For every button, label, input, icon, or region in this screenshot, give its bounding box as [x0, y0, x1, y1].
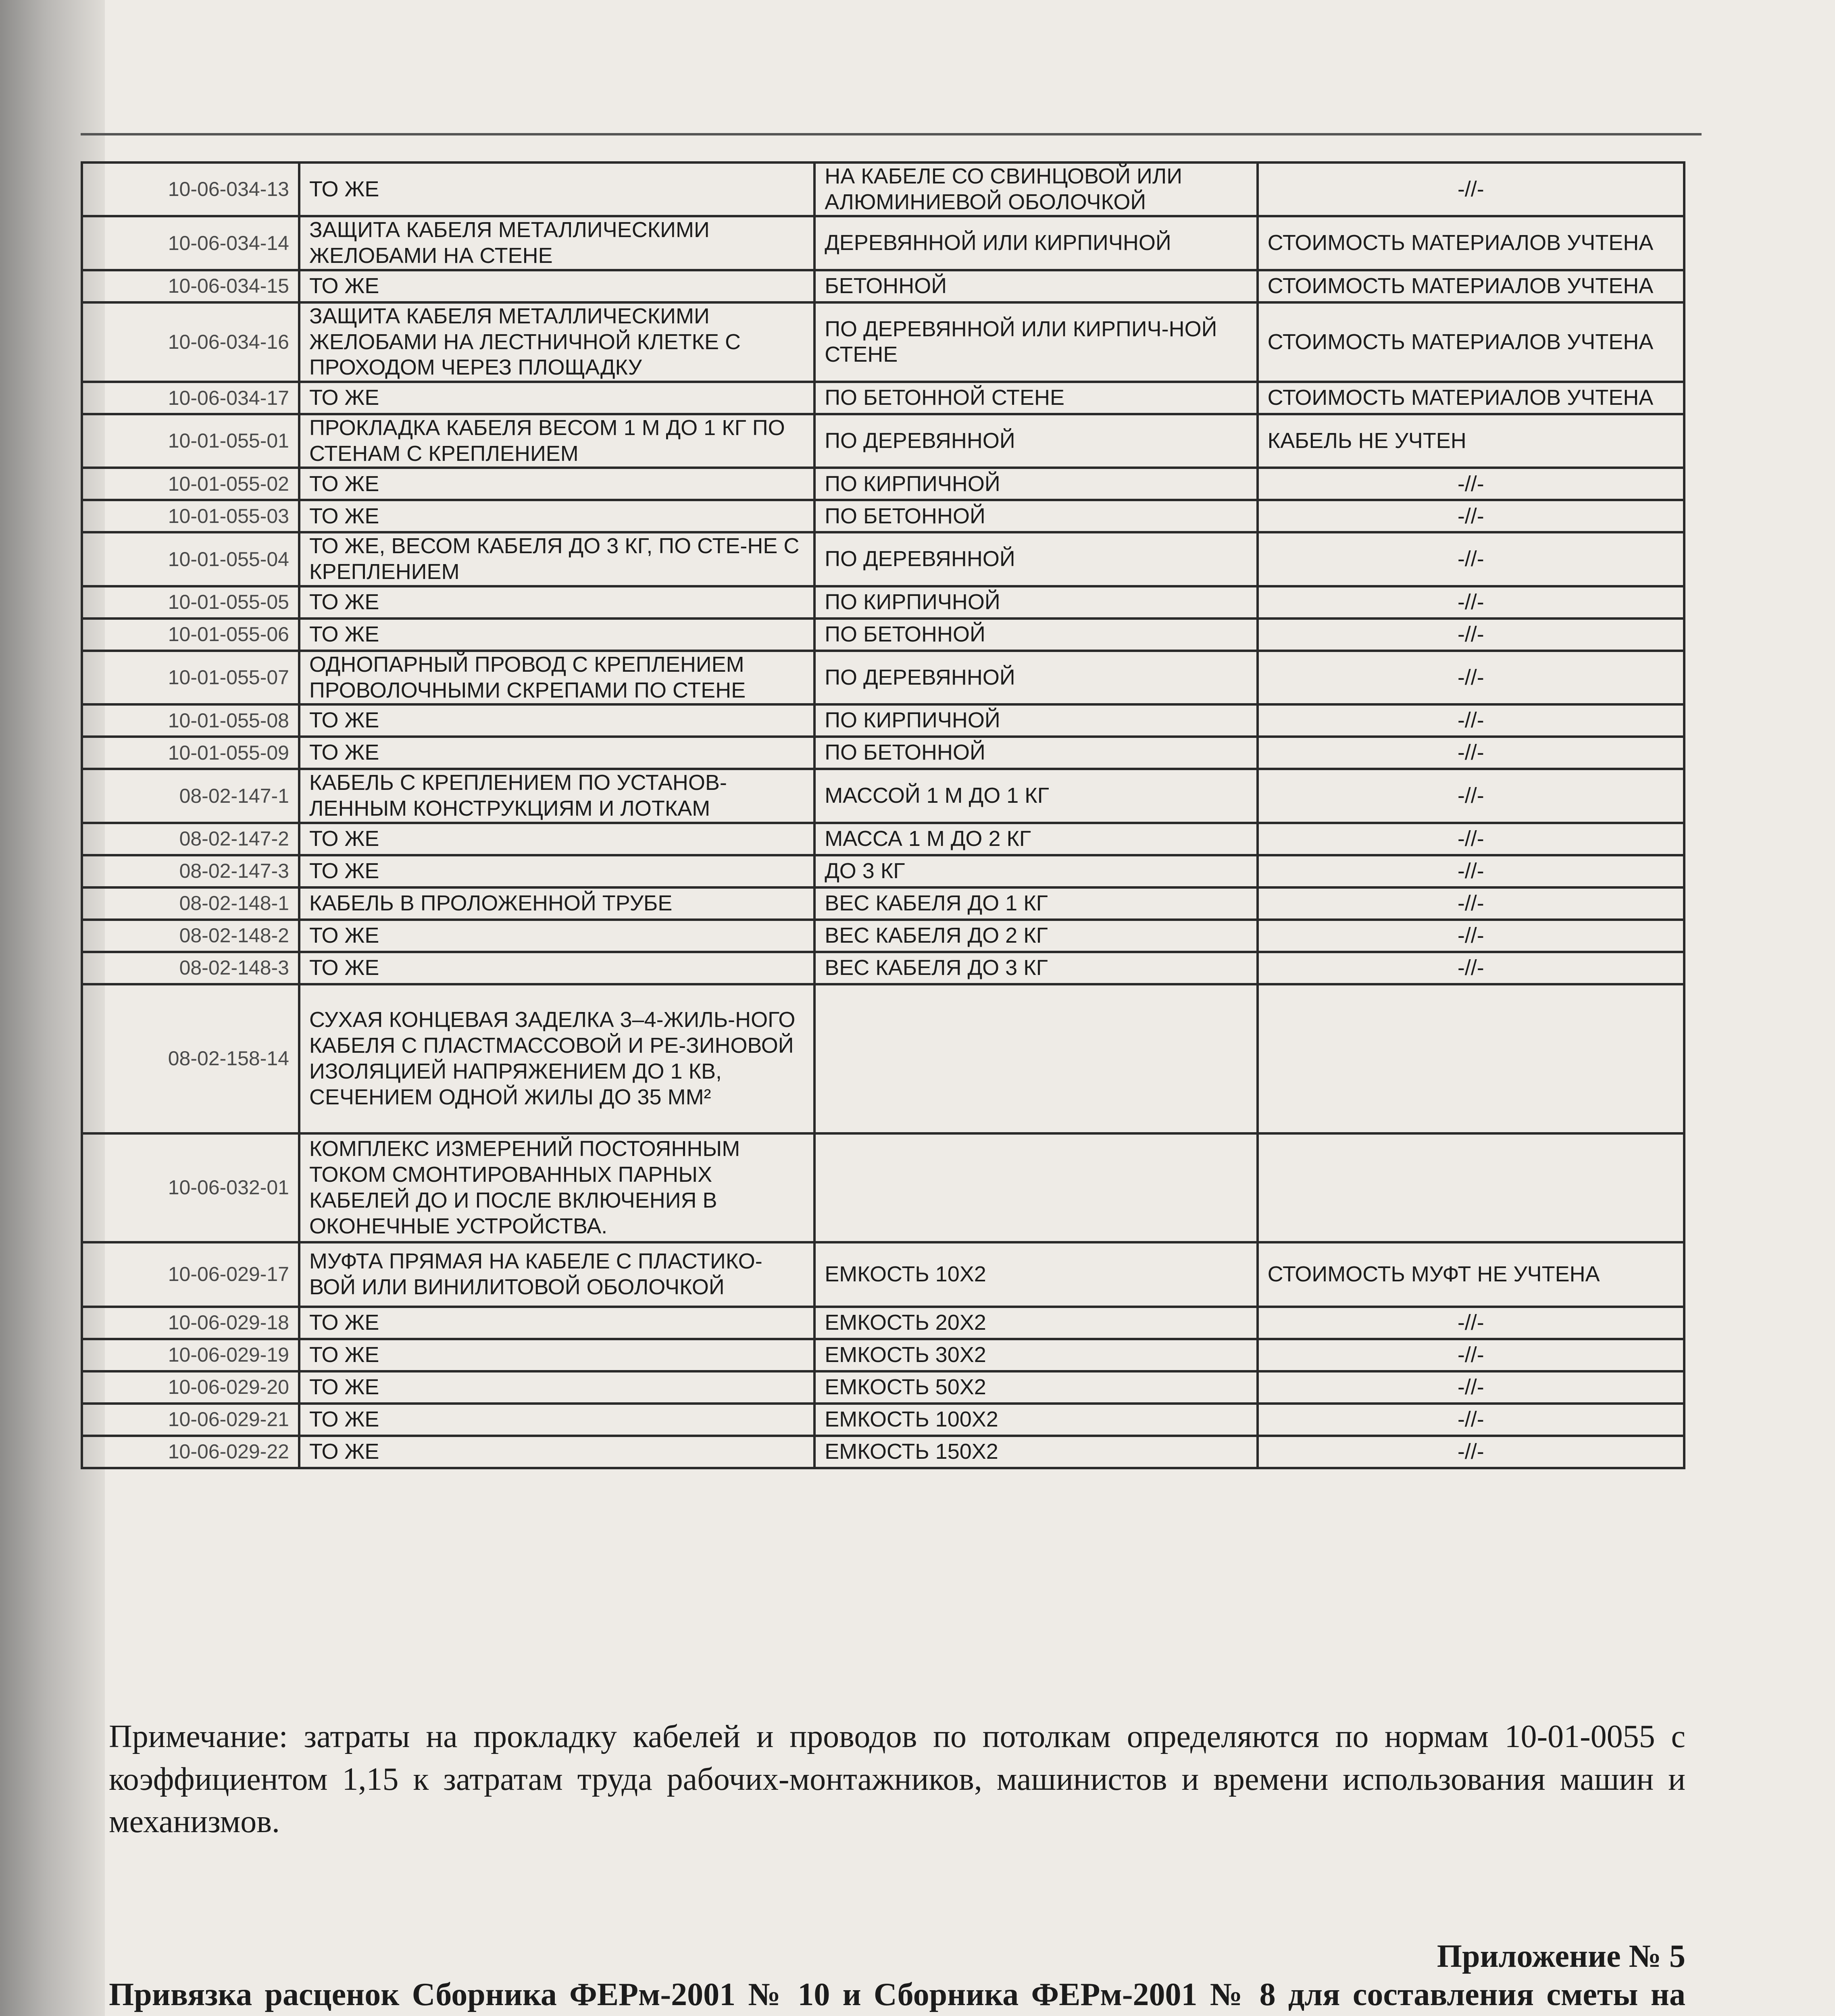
rate-name: ТО ЖЕ	[299, 468, 814, 500]
rate-note: -//-	[1258, 823, 1684, 855]
table-row	[82, 1404, 1684, 1436]
appendix-label: Приложение № 5	[1437, 1939, 1685, 1974]
rate-note: СТОИМОСТЬ МУФТ НЕ УЧТЕНА	[1258, 1242, 1684, 1307]
table-row	[82, 586, 1684, 619]
table-row	[82, 1133, 1684, 1242]
table-row	[82, 984, 1684, 1133]
rate-note: -//-	[1258, 855, 1684, 887]
equipment-name: ЕМКОСТЬ 30Х2	[814, 1339, 1257, 1371]
rate-code: 10-01-055-05	[82, 586, 299, 619]
rate-name: ТО ЖЕ	[299, 1339, 814, 1371]
rate-code: 08-02-147-3	[82, 855, 299, 887]
rate-code: 08-02-158-14	[82, 984, 299, 1133]
equipment-name: ПО КИРПИЧНОЙ	[814, 704, 1257, 737]
table-row	[82, 737, 1684, 769]
table-row	[82, 619, 1684, 651]
equipment-name: МАССА 1 М ДО 2 КГ	[814, 823, 1257, 855]
rate-note: -//-	[1258, 1436, 1684, 1468]
equipment-name: ЕМКОСТЬ 100Х2	[814, 1404, 1257, 1436]
rates-table-body	[82, 162, 1684, 1468]
rate-note: -//-	[1258, 1339, 1684, 1371]
rate-code: 08-02-147-2	[82, 823, 299, 855]
rate-name: ТО ЖЕ	[299, 823, 814, 855]
rate-name: ТО ЖЕ	[299, 704, 814, 737]
rate-code: 10-06-029-20	[82, 1371, 299, 1404]
rate-code: 10-06-029-21	[82, 1404, 299, 1436]
equipment-name: МАССОЙ 1 М ДО 1 КГ	[814, 769, 1257, 823]
rate-note: -//-	[1258, 586, 1684, 619]
table-row	[82, 162, 1684, 216]
rate-note: -//-	[1258, 468, 1684, 500]
rate-name: ТО ЖЕ	[299, 586, 814, 619]
rate-code: 10-06-034-17	[82, 382, 299, 414]
rate-code: 10-01-055-01	[82, 414, 299, 468]
equipment-name: ПО БЕТОННОЙ	[814, 619, 1257, 651]
equipment-name: БЕТОННОЙ	[814, 270, 1257, 302]
rate-name: ТО ЖЕ	[299, 382, 814, 414]
rate-code: 10-06-034-13	[82, 162, 299, 216]
rate-code: 08-02-147-1	[82, 769, 299, 823]
rates-table	[81, 161, 1685, 1469]
table-row	[82, 414, 1684, 468]
equipment-name: ЕМКОСТЬ 50Х2	[814, 1371, 1257, 1404]
rate-code: 10-06-034-15	[82, 270, 299, 302]
table-row	[82, 1371, 1684, 1404]
equipment-name: ВЕС КАБЕЛЯ ДО 1 КГ	[814, 887, 1257, 920]
rate-note: -//-	[1258, 920, 1684, 952]
rate-name: ТО ЖЕ	[299, 270, 814, 302]
table-row	[82, 216, 1684, 270]
note-paragraph: Примечание: затраты на прокладку кабелей и проводов по потолкам определяются по нормам 10-01-0055 с коэффициентом 1,15 к затратам труда рабочих-монтажников, машинистов и времени использования машин и механизмов.	[109, 1719, 1685, 1840]
table-row	[82, 704, 1684, 737]
equipment-name: ПО ДЕРЕВЯННОЙ ИЛИ КИРПИЧ-НОЙ СТЕНЕ	[814, 302, 1257, 382]
equipment-name: ВЕС КАБЕЛЯ ДО 3 КГ	[814, 952, 1257, 984]
rate-name: ТО ЖЕ	[299, 1307, 814, 1339]
rate-note: СТОИМОСТЬ МАТЕРИАЛОВ УЧТЕНА	[1258, 302, 1684, 382]
rate-code: 10-06-029-18	[82, 1307, 299, 1339]
equipment-name: ЕМКОСТЬ 20Х2	[814, 1307, 1257, 1339]
rate-note	[1258, 1133, 1684, 1242]
rate-note: -//-	[1258, 500, 1684, 532]
rate-name: ТО ЖЕ, ВЕСОМ КАБЕЛЯ ДО 3 КГ, ПО СТЕ-НЕ С КРЕПЛЕНИЕМ	[299, 532, 814, 586]
rate-code: 08-02-148-2	[82, 920, 299, 952]
equipment-name: ПО КИРПИЧНОЙ	[814, 468, 1257, 500]
table-row	[82, 500, 1684, 532]
rate-note: КАБЕЛЬ НЕ УЧТЕН	[1258, 414, 1684, 468]
rate-note: -//-	[1258, 952, 1684, 984]
rate-note: -//-	[1258, 619, 1684, 651]
rate-name: ТО ЖЕ	[299, 1371, 814, 1404]
rate-code: 10-01-055-04	[82, 532, 299, 586]
rate-code: 10-01-055-08	[82, 704, 299, 737]
rate-note: -//-	[1258, 704, 1684, 737]
equipment-name: ПО КИРПИЧНОЙ	[814, 586, 1257, 619]
table-row	[82, 270, 1684, 302]
rate-name: ТО ЖЕ	[299, 952, 814, 984]
rate-note: -//-	[1258, 769, 1684, 823]
table-row	[82, 823, 1684, 855]
equipment-name: ЕМКОСТЬ 150Х2	[814, 1436, 1257, 1468]
rate-note: -//-	[1258, 887, 1684, 920]
rate-name: ТО ЖЕ	[299, 855, 814, 887]
rate-name: ПРОКЛАДКА КАБЕЛЯ ВЕСОМ 1 М ДО 1 КГ ПО СТЕНАМ С КРЕПЛЕНИЕМ	[299, 414, 814, 468]
rate-code: 10-06-029-17	[82, 1242, 299, 1307]
equipment-name: ПО ДЕРЕВЯННОЙ	[814, 532, 1257, 586]
rate-code: 10-06-029-22	[82, 1436, 299, 1468]
rate-note: СТОИМОСТЬ МАТЕРИАЛОВ УЧТЕНА	[1258, 216, 1684, 270]
table-row	[82, 532, 1684, 586]
equipment-name	[814, 984, 1257, 1133]
rate-note: -//-	[1258, 651, 1684, 704]
rate-name: КАБЕЛЬ В ПРОЛОЖЕННОЙ ТРУБЕ	[299, 887, 814, 920]
rate-note: СТОИМОСТЬ МАТЕРИАЛОВ УЧТЕНА	[1258, 270, 1684, 302]
rate-name: ЗАЩИТА КАБЕЛЯ МЕТАЛЛИЧЕСКИМИ ЖЕЛОБАМИ НА ЛЕСТНИЧНОЙ КЛЕТКЕ С ПРОХОДОМ ЧЕРЕЗ ПЛОЩАДКУ	[299, 302, 814, 382]
rate-name: ТО ЖЕ	[299, 737, 814, 769]
rate-note: -//-	[1258, 1307, 1684, 1339]
equipment-name: ПО БЕТОННОЙ	[814, 500, 1257, 532]
rate-note: СТОИМОСТЬ МАТЕРИАЛОВ УЧТЕНА	[1258, 382, 1684, 414]
equipment-name: ПО ДЕРЕВЯННОЙ	[814, 651, 1257, 704]
table-row	[82, 887, 1684, 920]
table-row	[82, 855, 1684, 887]
rate-code: 10-06-034-16	[82, 302, 299, 382]
table-row	[82, 302, 1684, 382]
table-row	[82, 1436, 1684, 1468]
appendix-title: Привязка расценок Сборника ФЕРм-2001 № 10 и Сборника ФЕРм-2001 № 8 для составления сметы на	[109, 1977, 1685, 2012]
rate-name: ТО ЖЕ	[299, 920, 814, 952]
table-row	[82, 1242, 1684, 1307]
rate-code: 08-02-148-3	[82, 952, 299, 984]
rate-name: ТО ЖЕ	[299, 1404, 814, 1436]
rate-code: 10-01-055-02	[82, 468, 299, 500]
table-row	[82, 1339, 1684, 1371]
table-row	[82, 468, 1684, 500]
rate-name: МУФТА ПРЯМАЯ НА КАБЕЛЕ С ПЛАСТИКО-ВОЙ ИЛИ ВИНИЛИТОВОЙ ОБОЛОЧКОЙ	[299, 1242, 814, 1307]
rate-note: -//-	[1258, 532, 1684, 586]
equipment-name: ВЕС КАБЕЛЯ ДО 2 КГ	[814, 920, 1257, 952]
rate-code: 08-02-148-1	[82, 887, 299, 920]
table-row	[82, 952, 1684, 984]
rate-code: 10-06-032-01	[82, 1133, 299, 1242]
rate-name: ОДНОПАРНЫЙ ПРОВОД С КРЕПЛЕНИЕМ ПРОВОЛОЧНЫМИ СКРЕПАМИ ПО СТЕНЕ	[299, 651, 814, 704]
rate-code: 10-01-055-03	[82, 500, 299, 532]
table-row	[82, 1307, 1684, 1339]
rate-name: ЗАЩИТА КАБЕЛЯ МЕТАЛЛИЧЕСКИМИ ЖЕЛОБАМИ НА СТЕНЕ	[299, 216, 814, 270]
equipment-name: ПО БЕТОННОЙ	[814, 737, 1257, 769]
equipment-name: НА КАБЕЛЕ СО СВИНЦОВОЙ ИЛИ АЛЮМИНИЕВОЙ ОБОЛОЧКОЙ	[814, 162, 1257, 216]
table-row	[82, 920, 1684, 952]
rate-code: 10-01-055-06	[82, 619, 299, 651]
rate-note	[1258, 984, 1684, 1133]
table-row	[82, 651, 1684, 704]
rate-note: -//-	[1258, 1404, 1684, 1436]
rate-name: ТО ЖЕ	[299, 500, 814, 532]
rate-name: КОМПЛЕКС ИЗМЕРЕНИЙ ПОСТОЯННЫМ ТОКОМ СМОНТИРОВАННЫХ ПАРНЫХ КАБЕЛЕЙ ДО И ПОСЛЕ ВКЛЮЧЕНИЯ В ОКОНЕЧНЫЕ УСТРОЙСТВА.	[299, 1133, 814, 1242]
rate-code: 10-01-055-09	[82, 737, 299, 769]
rate-code: 10-06-029-19	[82, 1339, 299, 1371]
equipment-name	[814, 1133, 1257, 1242]
equipment-name: ДО 3 КГ	[814, 855, 1257, 887]
equipment-name: ПО ДЕРЕВЯННОЙ	[814, 414, 1257, 468]
rate-note: -//-	[1258, 162, 1684, 216]
rate-name: КАБЕЛЬ С КРЕПЛЕНИЕМ ПО УСТАНОВ-ЛЕННЫМ КОНСТРУКЦИЯМ И ЛОТКАМ	[299, 769, 814, 823]
rate-name: СУХАЯ КОНЦЕВАЯ ЗАДЕЛКА 3–4-ЖИЛЬ-НОГО КАБЕЛЯ С ПЛАСТМАССОВОЙ И РЕ-ЗИНОВОЙ ИЗОЛЯЦИЕЙ НАПРЯЖЕНИЕМ ДО 1 КВ, СЕЧЕНИЕМ ОДНОЙ ЖИЛЫ ДО 35 ММ²	[299, 984, 814, 1133]
rate-name: ТО ЖЕ	[299, 162, 814, 216]
equipment-name: ПО БЕТОННОЙ СТЕНЕ	[814, 382, 1257, 414]
equipment-name: ДЕРЕВЯННОЙ ИЛИ КИРПИЧНОЙ	[814, 216, 1257, 270]
equipment-name: ЕМКОСТЬ 10Х2	[814, 1242, 1257, 1307]
rate-name: ТО ЖЕ	[299, 619, 814, 651]
rate-code: 10-06-034-14	[82, 216, 299, 270]
top-rule	[81, 133, 1702, 135]
rate-code: 10-01-055-07	[82, 651, 299, 704]
table-row	[82, 769, 1684, 823]
rate-note: -//-	[1258, 737, 1684, 769]
table-row	[82, 382, 1684, 414]
rate-name: ТО ЖЕ	[299, 1436, 814, 1468]
rate-note: -//-	[1258, 1371, 1684, 1404]
